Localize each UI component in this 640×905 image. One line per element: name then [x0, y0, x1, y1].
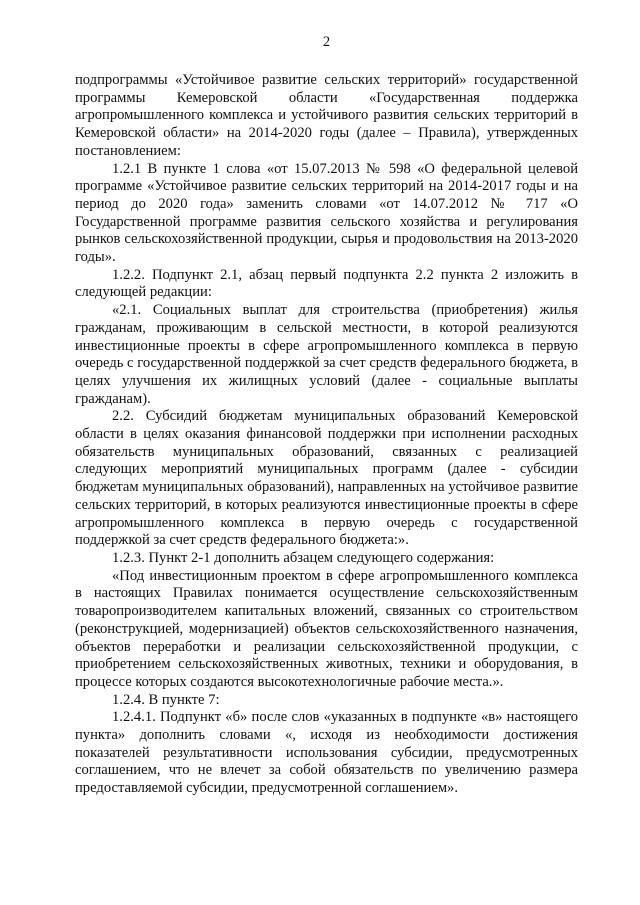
paragraph-1-2-4-1: 1.2.4.1. Подпункт «б» после слов «указанных в подпункте «в» настоящего пункта» дополнить словами «, исходя из необходимости достижения показателей результативности использования субсидии, предусмотренных соглашением, что не влечет за собой обязательств по увеличению размера предоставляемой субсидии, предусмотренной соглашением».	[75, 709, 578, 797]
paragraph-investment-project-quote: «Под инвестиционным проектом в сфере агропромышленного комплекса в настоящих Правилах понимается осуществление сельскохозяйственным товаропроизводителем капитальных вложений, связанных со строительством (реконструкцией, модернизацией) объектов сельскохозяйственного назначения, объектов переработки и реализации сельскохозяйственной продукции, с приобретением сельскохозяйственных животных, техники и оборудования, в процессе которых создаются высокотехнологичные рабочие места.».	[75, 567, 578, 690]
document-body	[75, 72, 578, 798]
page-number: 2	[322, 34, 331, 50]
paragraph-1-2-2: 1.2.2. Подпункт 2.1, абзац первый подпункта 2.2 пункта 2 изложить в следующей редакции:	[75, 266, 578, 301]
document-page	[75, 0, 578, 798]
paragraph-1-2-4: 1.2.4. В пункте 7:	[112, 691, 220, 708]
paragraph-2-1-quote: «2.1. Социальных выплат для строительства (приобретения) жилья гражданам, проживающим в сельской местности, в которой реализуются инвестиционные проекты в сфере агропромышленного комплекса в первую очередь с государственной поддержкой за счет средств федерального бюджета, в целях улучшения их жилищных условий (далее - социальные выплаты гражданам).	[75, 302, 578, 407]
paragraph-1-2-1: 1.2.1 В пункте 1 слова «от 15.07.2013 № 598 «О федеральной целевой программе «Устойчивое развитие сельских территорий на 2014-2017 годы и на период до 2020 года» заменить словами «от 14.07.2012 № 717 «О Государственной программе развития сельского хозяйства и регулирования рынков сельскохозяйственной продукции, сырья и продовольствия на 2013-2020 годы».	[75, 160, 578, 266]
paragraph-2-2-quote: 2.2. Субсидий бюджетам муниципальных образований Кемеровской области в целях оказания финансовой поддержки при исполнении расходных обязательств муниципальных образований, связанных с реализацией следующих мероприятий муниципальных программ (далее - субсидии бюджетам муниципальных образований), направленных на устойчивое развитие сельских территорий, в которых реализуются инвестиционные проекты в сфере агропромышленного комплекса в первую очередь с государственной поддержкой за счет средств федерального бюджета:».	[75, 408, 578, 549]
paragraph-rules-intro: подпрограммы «Устойчивое развитие сельских территорий» государственной программы Кемеровской области «Государственная поддержка агропромышленного комплекса и устойчивого развития сельских территорий в Кемеровской области» на 2014-2020 годы (далее – Правила), утвержденных постановлением:	[75, 72, 578, 159]
paragraph-1-2-3: 1.2.3. Пункт 2-1 дополнить абзацем следующего содержания:	[112, 549, 495, 566]
